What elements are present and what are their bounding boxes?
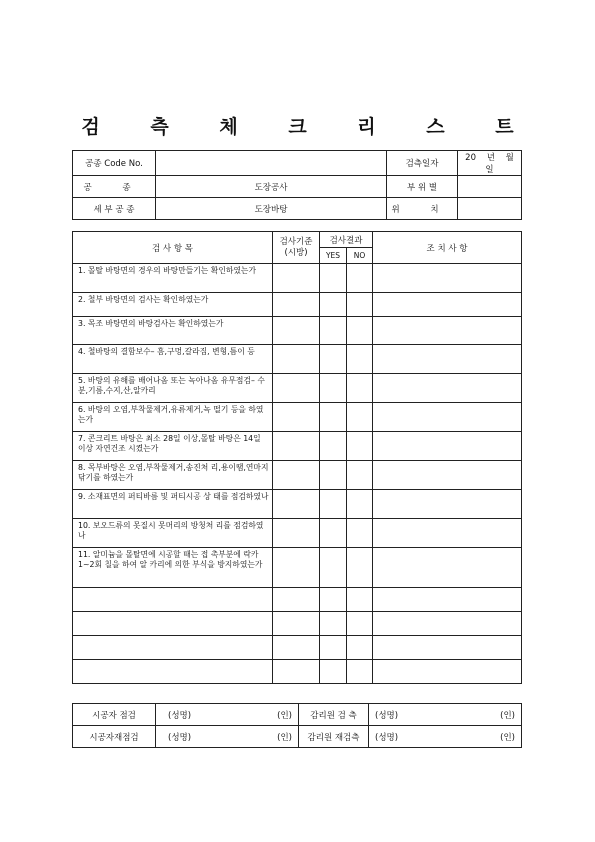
no-cell[interactable] [347,432,373,461]
sub-value[interactable]: 도장바탕 [156,198,387,220]
no-cell[interactable] [347,403,373,432]
supervisor-check-label: 감리원 검 측 [299,704,369,726]
sub-label: 세 부 공 종 [73,198,156,220]
action-cell[interactable] [373,293,522,317]
yes-cell[interactable] [320,588,347,612]
no-cell[interactable] [347,636,373,660]
standard-cell[interactable] [273,461,320,490]
yes-cell[interactable] [320,345,347,374]
contractor-recheck-name-placeholder: (성명) [168,732,192,743]
action-cell[interactable] [373,345,522,374]
header-no: NO [347,248,373,264]
contractor-name-placeholder: (성명) [168,710,192,721]
code-label: 공종 Code No. [73,151,156,176]
blank-item-cell[interactable] [73,612,273,636]
standard-cell[interactable] [273,519,320,548]
action-cell[interactable] [373,264,522,293]
no-cell[interactable] [347,461,373,490]
no-cell[interactable] [347,264,373,293]
standard-cell[interactable] [273,403,320,432]
action-cell[interactable] [373,612,522,636]
supervisor-sign-field[interactable] [369,704,522,726]
action-cell[interactable] [373,461,522,490]
header-standard [273,232,320,264]
checklist-table [72,231,522,684]
blank-item-cell[interactable] [73,636,273,660]
no-cell[interactable] [347,317,373,345]
work-label: 공 종 [73,176,156,198]
yes-cell[interactable] [320,317,347,345]
checklist-item-6: 6. 바탕의 오염,부착물제거,유류제거,녹 떨기 등을 하였는가 [73,403,273,432]
standard-cell[interactable] [273,293,320,317]
action-cell[interactable] [373,588,522,612]
yes-cell[interactable] [320,432,347,461]
supervisor-recheck-sign-field[interactable] [369,726,522,748]
checklist-item-8: 8. 목부바탕은 오염,부착물제거,송진처 리,용이땜,연마지닦기를 하였는가 [73,461,273,490]
no-cell[interactable] [347,660,373,684]
no-cell[interactable] [347,519,373,548]
action-cell[interactable] [373,317,522,345]
yes-cell[interactable] [320,403,347,432]
standard-cell[interactable] [273,588,320,612]
no-cell[interactable] [347,374,373,403]
action-cell[interactable] [373,374,522,403]
yes-cell[interactable] [320,519,347,548]
loc-value[interactable] [458,198,522,220]
loc-label: 위 치 [387,198,458,220]
checklist-item-1: 1. 몰탈 바탕면의 경우의 바탕만들기는 확인하였는가 [73,264,273,293]
date-label: 검측일자 [387,151,458,176]
contractor-recheck-seal-placeholder: (인) [277,732,292,743]
yes-cell[interactable] [320,293,347,317]
checklist-item-4: 4. 철바탕의 결함보수– 흠,구멍,갈라짐, 변형,틈이 등 [73,345,273,374]
checklist-item-9: 9. 소재표면의 퍼티바름 및 퍼티시공 상 태를 점검하였나 [73,490,273,519]
no-cell[interactable] [347,612,373,636]
action-cell[interactable] [373,403,522,432]
work-value[interactable]: 도장공사 [156,176,387,198]
contractor-seal-placeholder: (인) [277,710,292,721]
standard-cell[interactable] [273,317,320,345]
standard-cell[interactable] [273,432,320,461]
action-cell[interactable] [373,519,522,548]
header-standard-label: 검사기준 (시방) [279,236,313,258]
code-value[interactable] [156,151,387,176]
info-table [72,150,522,220]
action-cell[interactable] [373,490,522,519]
supervisor-recheck-label: 감리원 재검측 [299,726,369,748]
no-cell[interactable] [347,548,373,588]
checklist-item-2: 2. 철부 바탕면의 검사는 확인하였는가 [73,293,273,317]
standard-cell[interactable] [273,636,320,660]
date-value[interactable]: 20 년 월 일 [458,151,522,176]
checklist-item-3: 3. 목조 바탕면의 바탕검사는 확인하였는가 [73,317,273,345]
blank-item-cell[interactable] [73,660,273,684]
no-cell[interactable] [347,293,373,317]
contractor-recheck-label: 시공자재점검 [73,726,156,748]
action-cell[interactable] [373,660,522,684]
yes-cell[interactable] [320,548,347,588]
standard-cell[interactable] [273,612,320,636]
contractor-recheck-sign-field[interactable] [156,726,299,748]
yes-cell[interactable] [320,461,347,490]
yes-cell[interactable] [320,264,347,293]
header-result: 검사결과 [320,232,373,248]
standard-cell[interactable] [273,548,320,588]
action-cell[interactable] [373,636,522,660]
supervisor-name-placeholder: (성명) [375,710,399,721]
yes-cell[interactable] [320,490,347,519]
yes-cell[interactable] [320,374,347,403]
part-label: 부 위 별 [387,176,458,198]
blank-item-cell[interactable] [73,588,273,612]
checklist-item-10: 10. 보오드류의 못질시 못머리의 방청처 리를 점검하였나 [73,519,273,548]
signature-table [72,703,522,748]
yes-cell[interactable] [320,612,347,636]
contractor-sign-field[interactable] [156,704,299,726]
contractor-check-label: 시공자 점검 [73,704,156,726]
standard-cell[interactable] [273,345,320,374]
yes-cell[interactable] [320,660,347,684]
header-action: 조 치 사 항 [373,232,522,264]
no-cell[interactable] [347,345,373,374]
part-value[interactable] [458,176,522,198]
standard-cell[interactable] [273,374,320,403]
checklist-item-7: 7. 콘크리트 바탕은 최소 28일 이상,몰탈 바탕은 14일 이상 자연건조 시켰는가 [73,432,273,461]
supervisor-recheck-name-placeholder: (성명) [375,732,399,743]
page-title: 검 측 체 크 리 스 트 [81,116,536,138]
yes-cell[interactable] [320,636,347,660]
checklist-item-5: 5. 바탕의 유해를 배어나옴 또는 녹아나옴 유무점검– 수분,기름,수지,산,알카리 [73,374,273,403]
action-cell[interactable] [373,432,522,461]
supervisor-recheck-seal-placeholder: (인) [500,732,515,743]
header-item: 검 사 항 목 [73,232,273,264]
header-yes: YES [320,248,347,264]
standard-cell[interactable] [273,264,320,293]
no-cell[interactable] [347,490,373,519]
standard-cell[interactable] [273,490,320,519]
action-cell[interactable] [373,548,522,588]
no-cell[interactable] [347,588,373,612]
supervisor-seal-placeholder: (인) [500,710,515,721]
standard-cell[interactable] [273,660,320,684]
checklist-item-11: 11. 알미늄을 몰탈면에 시공할 때는 접 촉부분에 락카 1~2회 칠을 하여 알 카리에 의한 부식을 방지하였는가 [73,548,273,588]
